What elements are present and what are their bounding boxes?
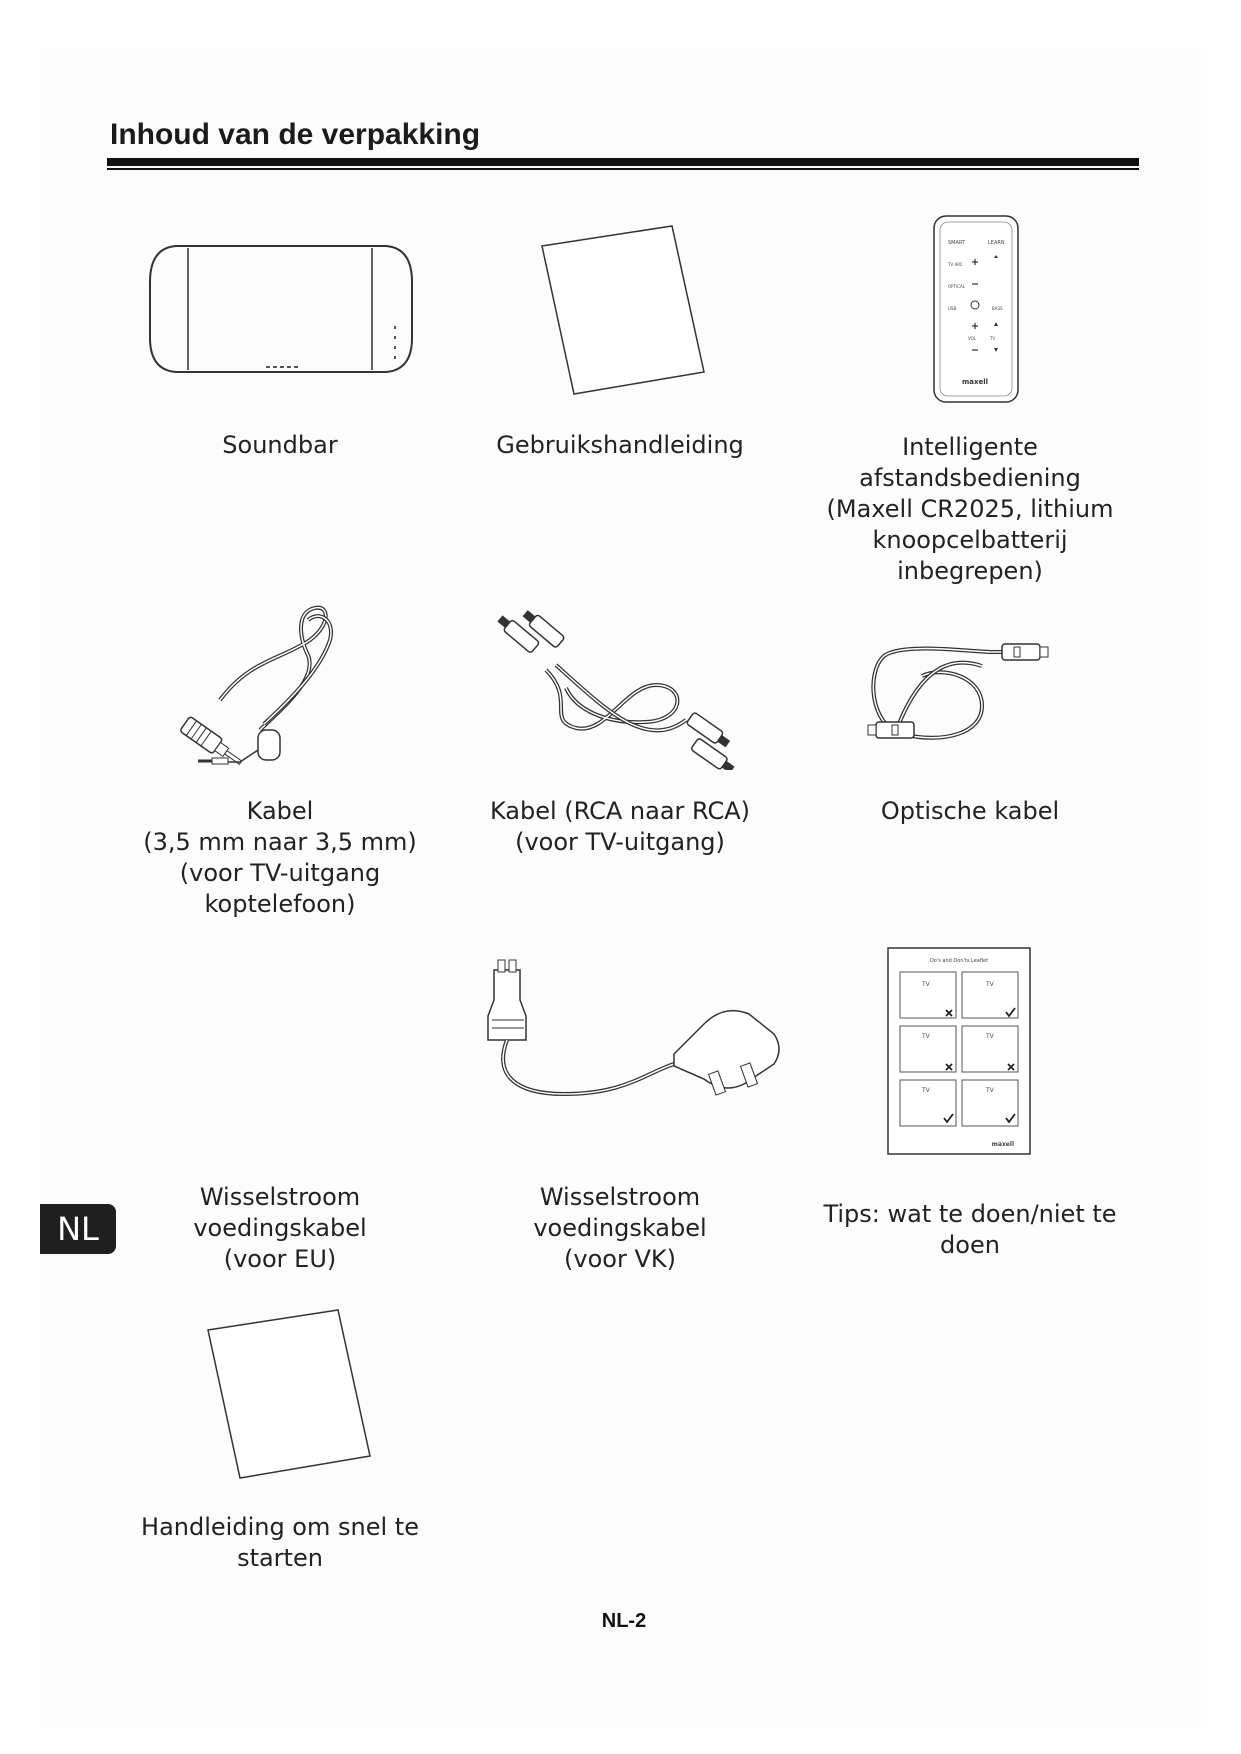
title-rule-thin [107,168,1139,170]
page-number: NL-2 [601,1610,647,1632]
svg-text:SMART: SMART [948,240,966,246]
svg-text:TV: TV [922,1033,930,1040]
item-label-manual: Gebruikshandleiding [496,431,744,459]
title-rule [107,158,1139,166]
svg-text:TV: TV [986,1033,994,1040]
svg-text:TV ARC: TV ARC [948,262,963,267]
page-title: Inhoud van de verpakking [110,118,481,151]
svg-text:TV: TV [986,981,994,988]
svg-text:TV: TV [922,1087,930,1094]
language-tab: NL [40,1204,116,1254]
rca-cable-illustration [486,610,746,770]
optical-cable-illustration [862,636,1062,748]
item-label-eu-power-cable: Wisselstroom voedingskabel (voor EU) [193,1183,367,1273]
svg-text:maxell: maxell [962,378,989,386]
manual-illustration [538,222,708,398]
svg-text:VOL: VOL [968,336,977,341]
svg-text:maxell: maxell [991,1141,1014,1148]
svg-text:BASS: BASS [992,306,1003,311]
item-label-rca-cable: Kabel (RCA naar RCA) (voor TV-uitgang) [489,797,751,856]
item-label-quick-start-guide: Handleiding om snel te starten [141,1513,419,1572]
svg-text:TV: TV [922,981,930,988]
svg-text:TV: TV [990,336,996,341]
svg-text:USB: USB [948,306,957,311]
item-label-tips-leaflet: Tips: wat te doen/niet te doen [823,1200,1117,1259]
svg-text:Do's and Don'ts Leaflet: Do's and Don'ts Leaflet [929,958,989,964]
svg-text:TV: TV [986,1087,994,1094]
quick-start-guide-illustration [204,1306,374,1482]
item-label-optical-cable: Optische kabel [880,797,1060,825]
tips-leaflet-illustration [886,946,1032,1156]
svg-text:OPTICAL: OPTICAL [948,284,965,289]
remote-control-illustration [930,214,1022,406]
item-label-uk-power-cable: Wisselstroom voedingskabel (voor VK) [533,1183,707,1273]
soundbar-illustration [146,242,416,376]
audio-cable-illustration [180,600,360,790]
item-label-audio-cable: Kabel (3,5 mm naar 3,5 mm) (voor TV-uitgang koptelefoon) [143,797,417,918]
item-label-remote: Intelligente afstandsbediening (Maxell CR2025, lithium knoopcelbatterij inbegrepen) [826,433,1114,585]
svg-text:LEARN: LEARN [988,240,1005,246]
uk-power-cable-illustration [474,954,784,1114]
item-label-soundbar: Soundbar [222,431,338,459]
